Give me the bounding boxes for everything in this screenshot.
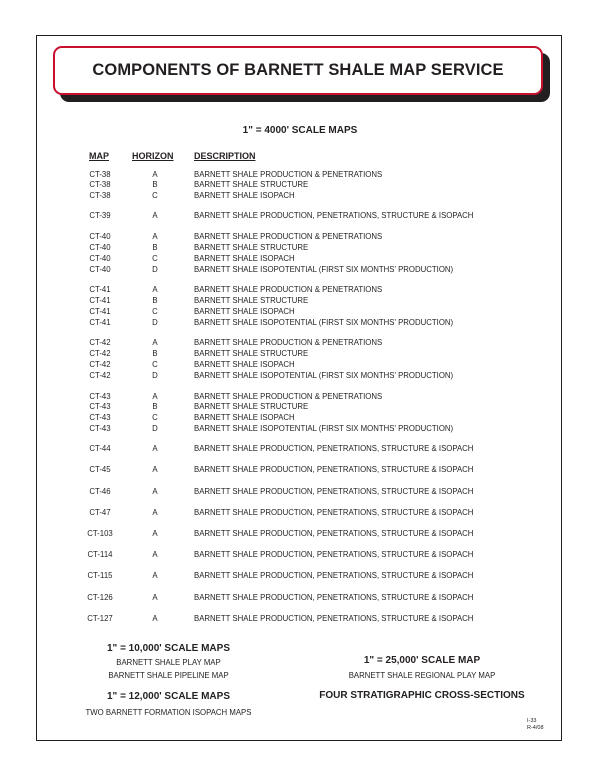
description-cell: BARNETT SHALE PRODUCTION, PENETRATIONS, STRUCTURE & ISOPACH	[194, 465, 474, 474]
map-cell: CT-41	[89, 296, 111, 305]
horizon-cell: D	[152, 424, 158, 433]
page-number: I-33	[527, 718, 537, 724]
description-cell: BARNETT SHALE ISOPOTENTIAL (FIRST SIX MONTHS' PRODUCTION)	[194, 424, 454, 433]
description-cell: BARNETT SHALE PRODUCTION, PENETRATIONS, STRUCTURE & ISOPACH	[194, 487, 474, 496]
description-cell: BARNETT SHALE STRUCTURE	[194, 402, 309, 411]
description-cell: BARNETT SHALE PRODUCTION, PENETRATIONS, STRUCTURE & ISOPACH	[194, 614, 474, 623]
map-cell: CT-41	[89, 307, 111, 316]
table-row	[0, 190, 600, 201]
title-box	[53, 46, 543, 95]
table-row	[0, 412, 600, 423]
description-cell: BARNETT SHALE PRODUCTION, PENETRATIONS, STRUCTURE & ISOPACH	[194, 571, 474, 580]
table-row	[0, 317, 600, 328]
map-cell: CT-40	[89, 232, 111, 241]
description-cell: BARNETT SHALE ISOPACH	[194, 307, 295, 316]
scale-25000-item-regional-play-map: BARNETT SHALE REGIONAL PLAY MAP	[348, 671, 496, 680]
description-cell: BARNETT SHALE PRODUCTION & PENETRATIONS	[194, 232, 383, 241]
map-cell: CT-38	[89, 180, 111, 189]
description-cell: BARNETT SHALE STRUCTURE	[194, 349, 309, 358]
description-cell: BARNETT SHALE PRODUCTION & PENETRATIONS	[194, 338, 383, 347]
map-cell: CT-39	[89, 211, 111, 220]
table-row	[0, 348, 600, 359]
table-row	[0, 443, 600, 454]
map-cell: CT-43	[89, 402, 111, 411]
map-cell: CT-42	[89, 371, 111, 380]
horizon-cell: C	[152, 254, 158, 263]
description-cell: BARNETT SHALE PRODUCTION & PENETRATIONS	[194, 170, 383, 179]
column-header-map: MAP	[89, 151, 109, 161]
table-row	[0, 464, 600, 475]
horizon-cell: B	[152, 349, 158, 358]
page-reference	[527, 718, 544, 731]
table-row	[0, 210, 600, 221]
table-row	[0, 337, 600, 348]
table-row	[0, 253, 600, 264]
description-cell: BARNETT SHALE PRODUCTION, PENETRATIONS, STRUCTURE & ISOPACH	[194, 593, 474, 602]
description-cell: BARNETT SHALE PRODUCTION, PENETRATIONS, STRUCTURE & ISOPACH	[194, 444, 474, 453]
description-cell: BARNETT SHALE PRODUCTION, PENETRATIONS, STRUCTURE & ISOPACH	[194, 550, 474, 559]
horizon-cell: A	[152, 465, 158, 474]
horizon-cell: A	[152, 211, 158, 220]
horizon-cell: A	[152, 614, 158, 623]
page-frame	[36, 35, 562, 741]
map-cell: CT-115	[87, 571, 113, 580]
description-cell: BARNETT SHALE ISOPOTENTIAL (FIRST SIX MONTHS' PRODUCTION)	[194, 265, 454, 274]
horizon-cell: A	[152, 571, 158, 580]
scale-10000-heading: 1" = 10,000' SCALE MAPS	[106, 643, 230, 654]
description-cell: BARNETT SHALE PRODUCTION, PENETRATIONS, STRUCTURE & ISOPACH	[194, 211, 474, 220]
cross-sections-heading: FOUR STRATIGRAPHIC CROSS-SECTIONS	[319, 690, 525, 701]
map-cell: CT-44	[89, 444, 111, 453]
map-cell: CT-126	[87, 593, 113, 602]
table-row	[0, 306, 600, 317]
map-cell: CT-42	[89, 360, 111, 369]
horizon-cell: A	[152, 338, 158, 347]
table-row	[0, 370, 600, 381]
map-cell: CT-41	[89, 318, 111, 327]
map-cell: CT-47	[89, 508, 111, 517]
map-cell: CT-40	[89, 243, 111, 252]
table-row	[0, 179, 600, 190]
map-cell: CT-43	[89, 424, 111, 433]
section-heading-4000-scale: 1" = 4000' SCALE MAPS	[242, 125, 358, 136]
horizon-cell: A	[152, 487, 158, 496]
table-row	[0, 264, 600, 275]
horizon-cell: A	[152, 232, 158, 241]
horizon-cell: B	[152, 296, 158, 305]
scale-12000-item-isopach-maps: TWO BARNETT FORMATION ISOPACH MAPS	[85, 708, 252, 717]
table-row	[0, 295, 600, 306]
description-cell: BARNETT SHALE STRUCTURE	[194, 180, 309, 189]
description-cell: BARNETT SHALE STRUCTURE	[194, 296, 309, 305]
map-cell: CT-114	[87, 550, 113, 559]
map-cell: CT-43	[89, 392, 111, 401]
revision-date: R-4/08	[527, 724, 544, 731]
table-row	[0, 359, 600, 370]
horizon-cell: C	[152, 307, 158, 316]
horizon-cell: A	[152, 593, 158, 602]
horizon-cell: D	[152, 318, 158, 327]
horizon-cell: B	[152, 402, 158, 411]
description-cell: BARNETT SHALE PRODUCTION & PENETRATIONS	[194, 285, 383, 294]
horizon-cell: D	[152, 265, 158, 274]
horizon-cell: D	[152, 371, 158, 380]
horizon-cell: B	[152, 180, 158, 189]
column-header-horizon: HORIZON	[132, 151, 174, 161]
map-cell: CT-38	[89, 191, 111, 200]
description-cell: BARNETT SHALE ISOPACH	[194, 360, 295, 369]
map-cell: CT-42	[89, 349, 111, 358]
map-cell: CT-43	[89, 413, 111, 422]
table-row	[0, 423, 600, 434]
horizon-cell: A	[152, 392, 158, 401]
horizon-cell: C	[152, 360, 158, 369]
page-title: COMPONENTS OF BARNETT SHALE MAP SERVICE	[92, 61, 504, 79]
map-cell: CT-38	[89, 170, 111, 179]
scale-25000-heading: 1" = 25,000' SCALE MAP	[363, 655, 481, 666]
description-cell: BARNETT SHALE ISOPOTENTIAL (FIRST SIX MONTHS' PRODUCTION)	[194, 318, 454, 327]
description-cell: BARNETT SHALE PRODUCTION, PENETRATIONS, STRUCTURE & ISOPACH	[194, 529, 474, 538]
map-cell: CT-46	[89, 487, 111, 496]
table-row	[0, 528, 600, 539]
table-row	[0, 231, 600, 242]
table-row	[0, 592, 600, 603]
map-cell: CT-40	[89, 265, 111, 274]
table-row	[0, 507, 600, 518]
table-row	[0, 549, 600, 560]
table-row	[0, 613, 600, 624]
description-cell: BARNETT SHALE ISOPACH	[194, 191, 295, 200]
horizon-cell: A	[152, 285, 158, 294]
horizon-cell: A	[152, 508, 158, 517]
description-cell: BARNETT SHALE PRODUCTION & PENETRATIONS	[194, 392, 383, 401]
table-row	[0, 401, 600, 412]
horizon-cell: C	[152, 413, 158, 422]
description-cell: BARNETT SHALE ISOPACH	[194, 254, 295, 263]
map-cell: CT-45	[89, 465, 111, 474]
horizon-cell: A	[152, 444, 158, 453]
horizon-cell: A	[152, 550, 158, 559]
description-cell: BARNETT SHALE STRUCTURE	[194, 243, 309, 252]
table-row	[0, 486, 600, 497]
horizon-cell: C	[152, 191, 158, 200]
table-row	[0, 570, 600, 581]
description-cell: BARNETT SHALE PRODUCTION, PENETRATIONS, STRUCTURE & ISOPACH	[194, 508, 474, 517]
map-cell: CT-127	[87, 614, 113, 623]
map-cell: CT-42	[89, 338, 111, 347]
scale-12000-heading: 1" = 12,000' SCALE MAPS	[106, 691, 230, 702]
scale-10000-item-play-map: BARNETT SHALE PLAY MAP	[116, 658, 221, 667]
horizon-cell: B	[152, 243, 158, 252]
description-cell: BARNETT SHALE ISOPOTENTIAL (FIRST SIX MONTHS' PRODUCTION)	[194, 371, 454, 380]
description-cell: BARNETT SHALE ISOPACH	[194, 413, 295, 422]
map-cell: CT-40	[89, 254, 111, 263]
map-cell: CT-103	[87, 529, 113, 538]
map-cell: CT-41	[89, 285, 111, 294]
table-row	[0, 242, 600, 253]
horizon-cell: A	[152, 170, 158, 179]
column-header-description: DESCRIPTION	[194, 151, 256, 161]
scale-10000-item-pipeline-map: BARNETT SHALE PIPELINE MAP	[108, 671, 229, 680]
horizon-cell: A	[152, 529, 158, 538]
table-row	[0, 284, 600, 295]
